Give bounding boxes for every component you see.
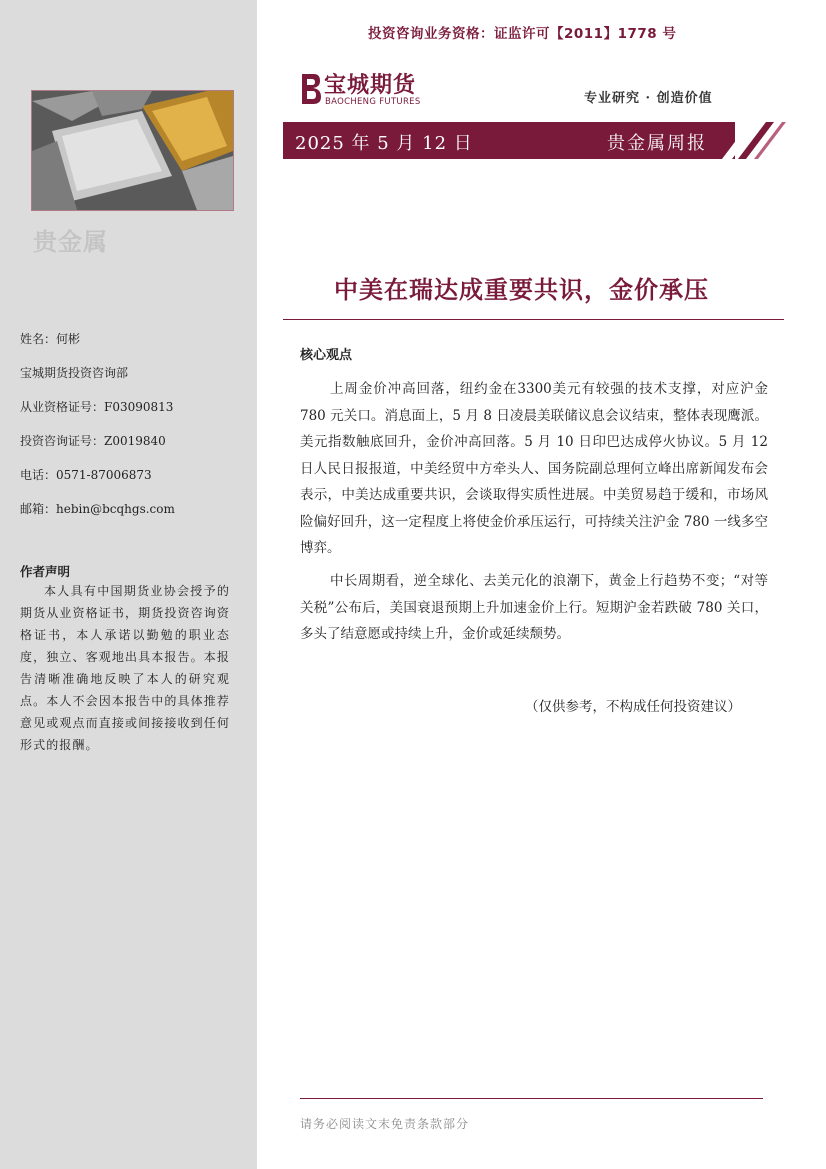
- logo-company-en: BAOCHENG FUTURES: [325, 97, 421, 107]
- core-paragraph-1: 上周金价冲高回落，纽约金在3300美元有较强的技术支撑，对应沪金 780 元关口。消息面上，5 月 8 日凌晨美联储议息会议结束，整体表现鹰派。美元指数触底回升，金价冲高回落。5 月 10 日印巴达成停火协议。5 月 12 日人民日报报道，中美经贸中方牵头人、国务院副总理何立峰出席新闻发布会表示，中美达成重要共识，会谈取得实质性进展。中美贸易趋于缓和，市场风险偏好回升，这一定程度上将使金价承压运行，可持续关注沪金 780 一线多空博弈。: [300, 381, 768, 556]
- footer-divider: [300, 1098, 763, 1099]
- declaration-body: 本人具有中国期货业协会授予的期货从业资格证书，期货投资咨询资格证书，本人承诺以勤勉的职业态度，独立、客观地出具本报告。本报告清晰准确地反映了本人的研究观点。本人不会因本报告中的具体推荐意见或观点而直接或间接接收到任何形式的报酬。: [20, 584, 230, 752]
- precious-metals-image: [31, 90, 234, 211]
- phone: 电话：0571-87006873: [20, 468, 152, 482]
- headline: 中美在瑞达成重要共识，金价承压: [334, 276, 709, 304]
- report-date: 2025 年 5 月 12 日: [295, 133, 473, 154]
- analyst-name: 姓名：何彬: [20, 332, 81, 346]
- department: 宝城期货投资咨询部: [20, 366, 129, 380]
- core-paragraph-2: 中长周期看，逆全球化、去美元化的浪潮下，黄金上行趋势不变；“对等关税”公布后，美国衰退预期上升加速金价上行。短期沪金若跌破 780 关口，多头了结意愿或持续上升，金价或延续颓势。: [300, 573, 768, 642]
- declaration-title: 作者声明: [20, 564, 71, 579]
- report-type: 贵金属周报: [607, 133, 707, 154]
- license-line: 投资咨询业务资格：证监许可【2011】1778 号: [368, 26, 677, 42]
- consulting-number: 投资咨询证号：Z0019840: [20, 434, 166, 448]
- slogan: 专业研究 · 创造价值: [584, 91, 713, 106]
- disclaimer: （仅供参考，不构成任何投资建议）: [525, 699, 741, 715]
- banner-stripes-decoration: [700, 122, 790, 159]
- core-view-title: 核心观点: [300, 348, 353, 363]
- headline-divider: [283, 319, 784, 320]
- sidebar: [0, 0, 257, 1169]
- qualification-number: 从业资格证号：F03090813: [20, 400, 174, 414]
- logo-mark-icon: [298, 70, 324, 108]
- email: 邮箱：hebin@bcqhgs.com: [20, 502, 175, 516]
- sector-label: 贵金属: [33, 228, 108, 256]
- company-logo: [298, 70, 438, 110]
- report-banner: [283, 122, 735, 159]
- footer-notice: 请务必阅读文末免责条款部分: [300, 1117, 470, 1131]
- logo-company-cn: 宝城期货: [324, 72, 417, 98]
- analyst-contact: [20, 329, 175, 533]
